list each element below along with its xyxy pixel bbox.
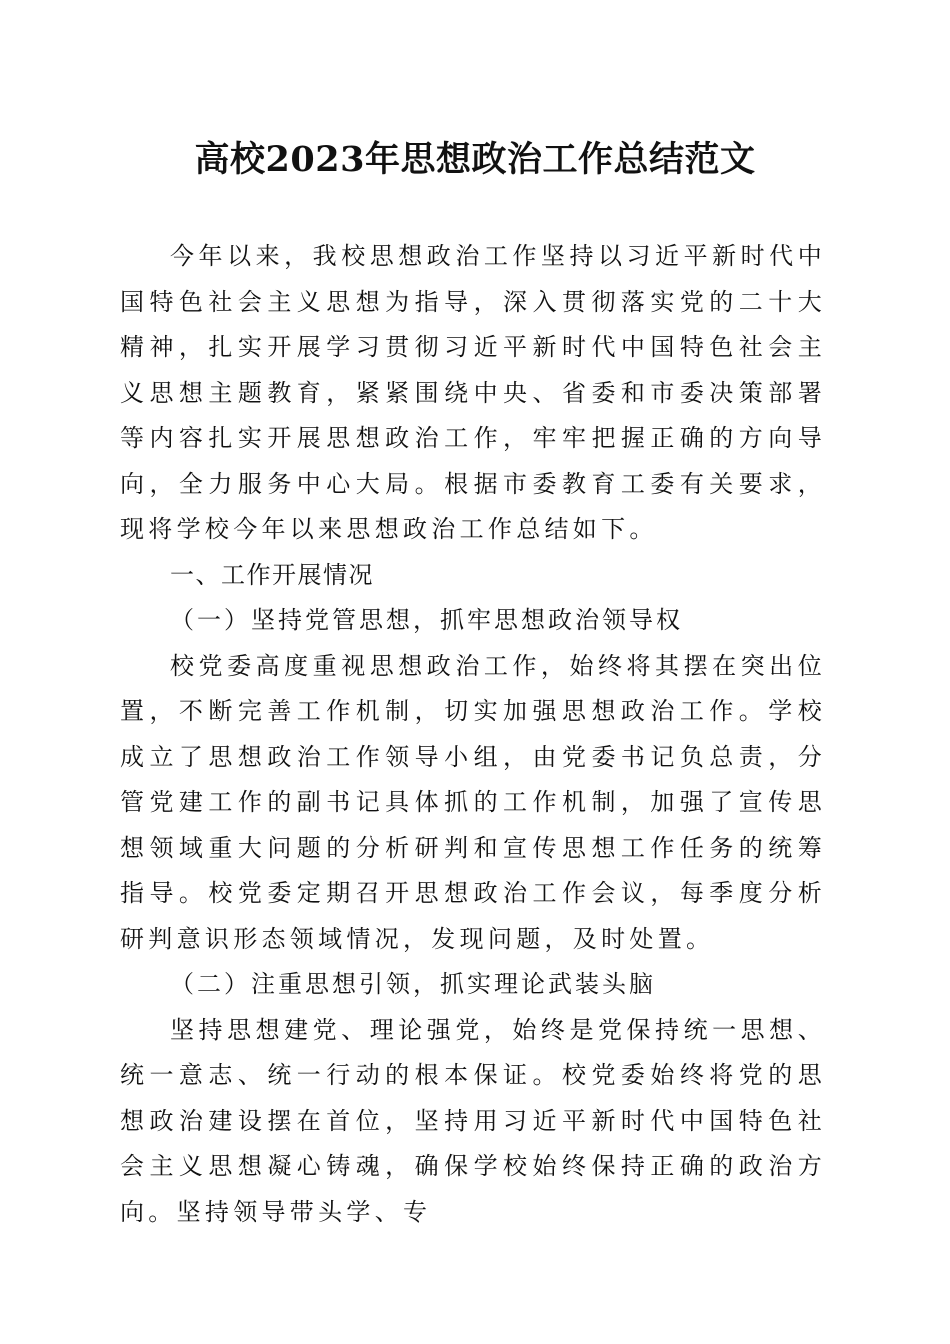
document-title: 高校2023年思想政治工作总结范文: [194, 139, 756, 180]
section-heading: 一、工作开展情况: [170, 560, 374, 589]
body-paragraph: 坚持思想建党、理论强党，始终是党保持统一思想、统一意志、统一行动的根本保证。校党委始终将党的思想政治建设摆在首位，坚持用习近平新时代中国特色社会主义思想凝心铸魂，确保学校始终保持正确的政治方向。坚持领导带头学、专: [120, 1015, 826, 1226]
intro-paragraph: 今年以来，我校思想政治工作坚持以习近平新时代中国特色社会主义思想为指导，深入贯彻落实党的二十大精神，扎实开展学习贯彻习近平新时代中国特色社会主义思想主题教育，紧紧围绕中央、省委和市委决策部署等内容扎实开展思想政治工作，牢牢把握正确的方向导向，全力服务中心大局。根据市委教育工委有关要求，现将学校今年以来思想政治工作总结如下。: [120, 242, 826, 543]
body-paragraph: 校党委高度重视思想政治工作，始终将其摆在突出位置，不断完善工作机制，切实加强思想政治工作。学校成立了思想政治工作领导小组，由党委书记负总责，分管党建工作的副书记具体抓的工作机制，加强了宣传思想领域重大问题的分析研判和宣传思想工作任务的统筹指导。校党委定期召开思想政治工作会议，每季度分析研判意识形态领域情况，发现问题，及时处置。: [120, 651, 826, 953]
subsection-heading: （二）注重思想引领，抓实理论武装头脑: [170, 970, 656, 998]
document-body: [120, 234, 826, 1235]
subsection-heading: （一）坚持党管思想，抓牢思想政治领导权: [170, 606, 683, 634]
